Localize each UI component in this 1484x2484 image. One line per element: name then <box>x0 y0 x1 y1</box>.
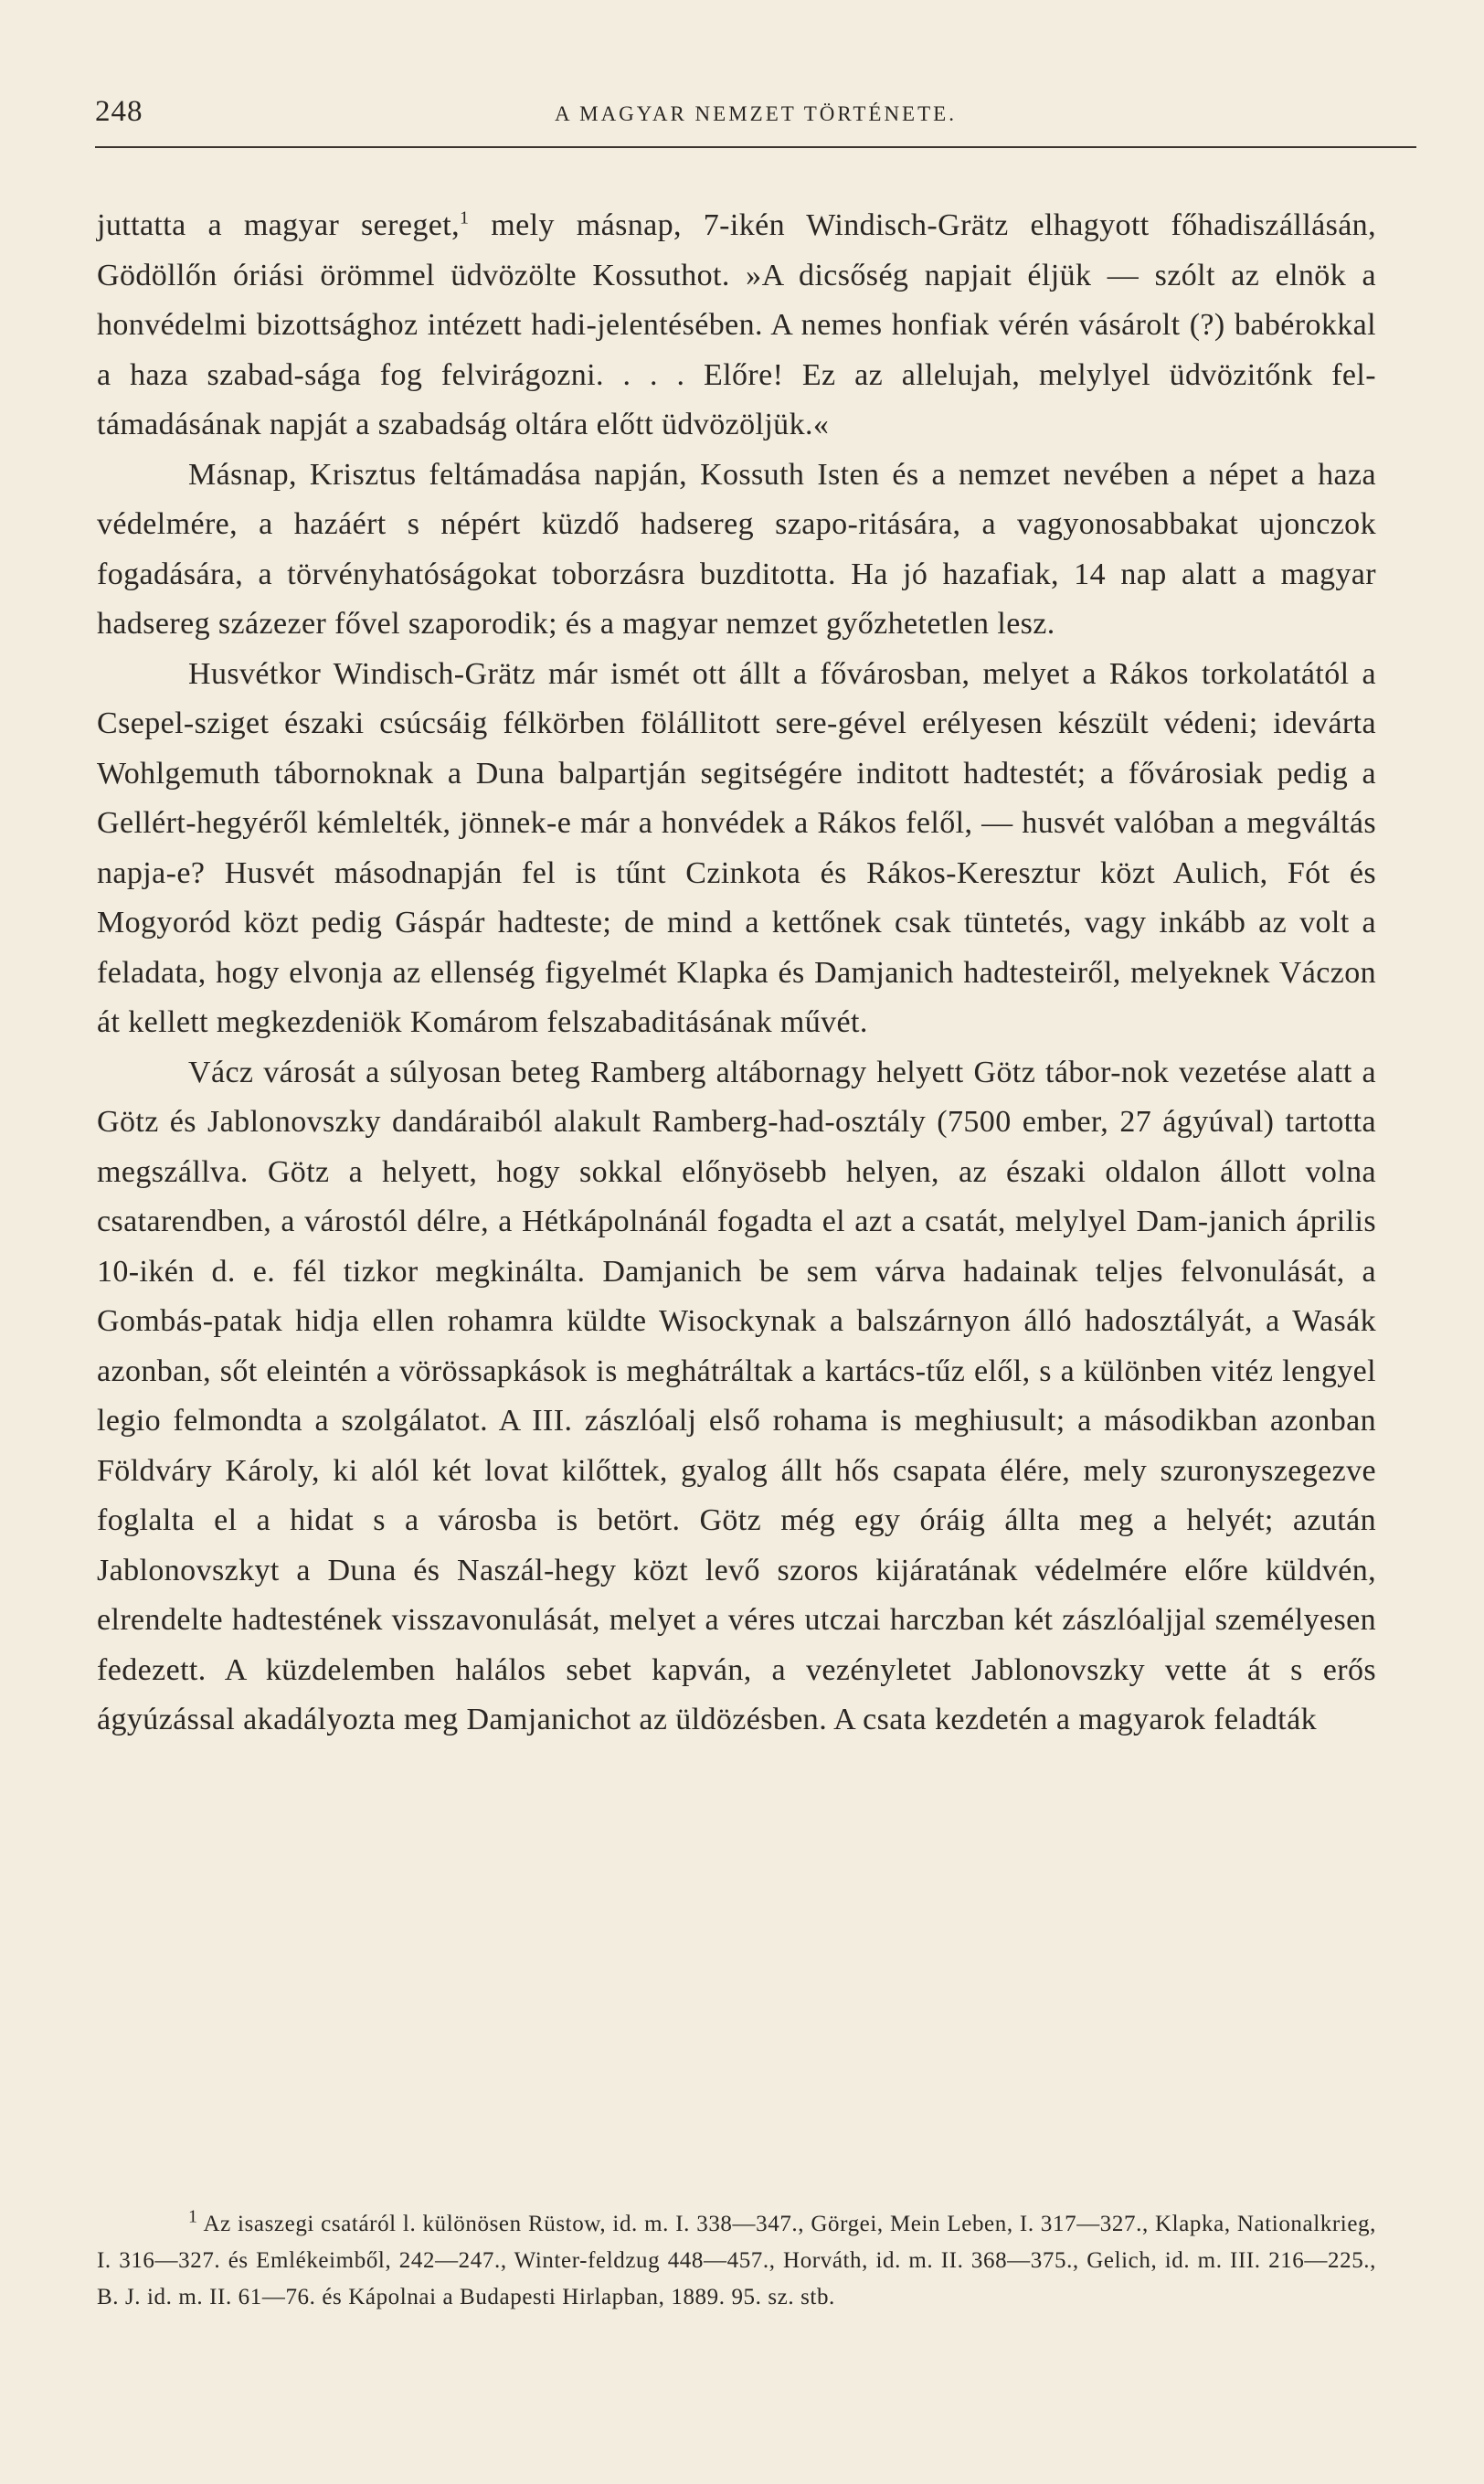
footnote <box>97 2206 1376 2316</box>
page-header <box>95 95 1416 148</box>
paragraph-text: juttatta a magyar sereget, <box>97 208 461 242</box>
paragraph-text: mely másnap, 7-ikén Windisch-Grätz elhagyott főhadiszállásán, Gödöllőn óriási örömmel üdvözölte Kossuthot. »A dicsőség napjait éljük — szólt az elnök a honvédelmi bizottsághoz intézett hadi-jelentésében. A nemes honfiak vérén vásárolt (?) babérokkal a haza szabad-sága fog felvirágozni. . . . Előre! Ez az allelujah, melylyel üdvözitőnk fel-támadásának napját a szabadság oltára előtt üdvözöljük.« <box>97 208 1376 441</box>
paragraph: Husvétkor Windisch-Grätz már ismét ott állt a fővárosban, melyet a Rákos torkolatától a Csepel-sziget északi csúcsáig félkörben fölállitott sere-gével erélyesen készült védeni; idevárta Wohlgemuth tábornoknak a Duna balpartján segitségére inditott hadtestét; a fővárosiak pedig a Gellért-hegyéről kémlelték, jönnek-e már a honvédek a Rákos felől, — husvét valóban a megváltás napja-e? Husvét másodnapján fel is tűnt Czinkota és Rákos-Keresztur közt Aulich, Fót és Mogyoród közt pedig Gáspár hadteste; de mind a kettőnek csak tüntetés, vagy inkább az volt a feladata, hogy elvonja az ellenség figyelmét Klapka és Damjanich hadtesteiről, melyeknek Váczon át kellett megkezdeniök Komárom felszabaditásának művét. <box>97 656 1376 1039</box>
body-text <box>97 201 1376 1746</box>
footnote-marker: 1 <box>188 2206 198 2227</box>
running-title: A MAGYAR NEMZET TÖRTÉNETE. <box>555 102 957 125</box>
footnotes <box>97 2206 1376 2316</box>
page-number: 248 <box>95 95 143 128</box>
footnote-text: Az isaszegi csatáról l. különösen Rüstow, id. m. I. 338—347., Görgei, Mein Leben, I. 317—327., Klapka, Nationalkrieg, I. 316—327. és Emlékeimből, 242—247., Winter-feldzug 448—457., Horváth, id. m. II. 368—375., Gelich, id. m. III. 216—225., B. J. id. m. II. 61—76. és Kápolnai a Budapesti Hirlapban, 1889. 95. sz. stb. <box>97 2212 1376 2309</box>
footnote-reference: 1 <box>460 207 470 228</box>
paragraph <box>97 201 1376 451</box>
paragraph: Vácz városát a súlyosan beteg Ramberg altábornagy helyett Götz tábor-nok vezetése alatt a Götz és Jablonovszky dandáraiból alakult Ramberg-had-osztály (7500 ember, 27 ágyúval) tartotta megszállva. Götz a helyett, hogy sokkal előnyösebb helyen, az északi oldalon állott volna csatarendben, a várostól délre, a Hétkápolnánál fogadta el azt a csatát, melylyel Dam-janich április 10-ikén d. e. fél tizkor megkinálta. Damjanich be sem várva hadainak teljes felvonulását, a Gombás-patak hidja ellen rohamra küldte Wisockynak a balszárnyon álló hadosztályát, a Wasák azonban, sőt eleintén a vörössapkások is meghátráltak a kartács-tűz elől, s a különben vitéz lengyel legio felmondta a szolgálatot. A III. zászlóalj első rohama is meghiusult; a másodikban azonban Földváry Károly, ki alól két lovat kilőttek, gyalog állt hős csapata élére, mely szuronyszegezve foglalta el a hidat s a városba is betört. Götz még egy óráig állta meg a helyét; azután Jablonovszkyt a Duna és Naszál-hegy közt levő szoros kijáratának védelmére előre küldvén, elrendelte hadtestének visszavonulását, melyet a véres utczai harczban két zászlóaljjal személyesen fedezett. A küzdelemben halálos sebet kapván, a vezényletet Jablonovszky vette át s erős ágyúzással akadályozta meg Damjanichot az üldözésben. A csata kezdetén a magyarok feladták <box>97 1055 1376 1736</box>
paragraph: Másnap, Krisztus feltámadása napján, Kossuth Isten és a nemzet nevében a népet a haza védelmére, a hazáért s népért küzdő hadsereg szapo-ritására, a vagyonosabbakat ujonczok fogadására, a törvényhatóságokat toborzásra buzditotta. Ha jó hazafiak, 14 nap alatt a magyar hadsereg százezer fővel szaporodik; és a magyar nemzet győzhetetlen lesz. <box>97 457 1376 641</box>
